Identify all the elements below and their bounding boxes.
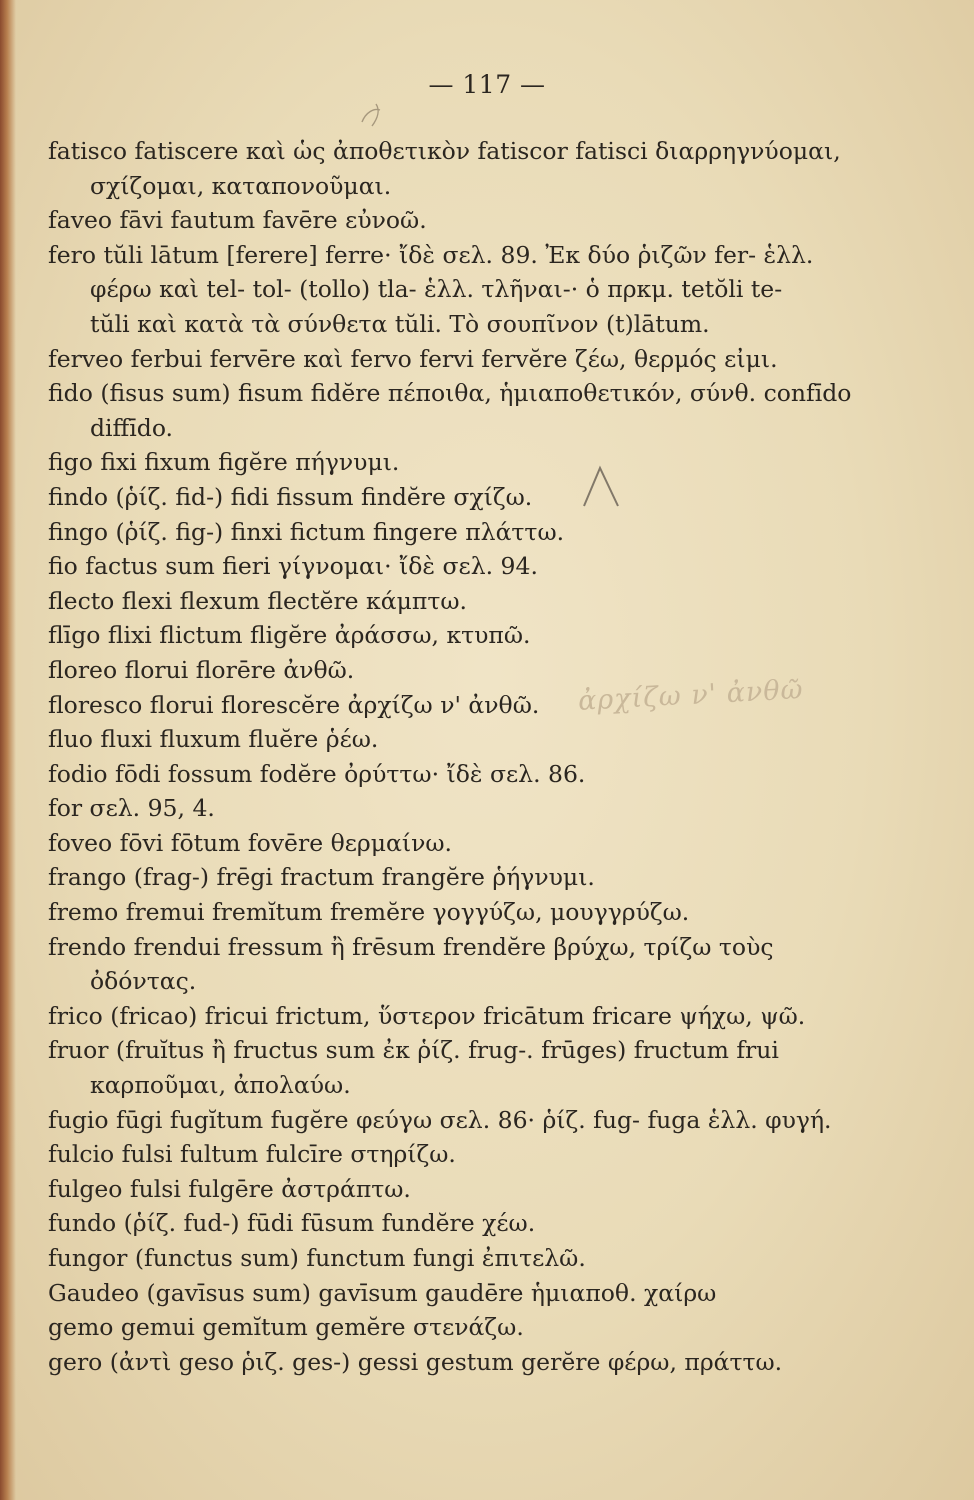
dictionary-entry bbox=[48, 1172, 888, 1207]
entry-line: fingo (ῥίζ. fig-) finxi fictum fingere πλάττω. bbox=[48, 517, 565, 546]
dictionary-entry bbox=[48, 1033, 888, 1102]
entry-continuation-line: φέρω καὶ tel- tol- (tollo) tla- ἑλλ. τλῆναι-· ὁ πρκμ. tetŏli te- bbox=[90, 275, 783, 304]
entry-line: faveo fāvi fautum favēre εὐνοῶ. bbox=[48, 206, 427, 235]
dictionary-entry bbox=[48, 999, 888, 1034]
entry-line: fatisco fatiscere καὶ ὡς ἀποθετικὸν fatiscor fatisci διαρρηγνύομαι, bbox=[48, 137, 841, 165]
entry-continuation-line: ὀδόντας. bbox=[90, 967, 197, 996]
entry-continuation-line: καρποῦμαι, ἀπολαύω. bbox=[90, 1071, 351, 1100]
entry-line: gero (ἀντὶ geso ῥιζ. ges-) gessi gestum gerĕre φέρω, πράττω. bbox=[48, 1347, 783, 1376]
dictionary-entry bbox=[48, 1103, 888, 1138]
dictionary-entry bbox=[48, 203, 888, 238]
dictionary-entry bbox=[48, 515, 888, 550]
dictionary-entry bbox=[48, 1206, 888, 1241]
dictionary-entry bbox=[48, 722, 888, 757]
entry-line: fido (fisus sum) fisum fidĕre πέποιθα, ἡμιαποθετικόν, σύνθ. confīdo bbox=[48, 379, 852, 408]
dictionary-entry bbox=[48, 1241, 888, 1276]
page-number: — 117 — bbox=[428, 70, 546, 99]
entry-line: fodio fōdi fossum fodĕre ὀρύττω· ἴδὲ σελ. 86. bbox=[48, 759, 586, 788]
entry-line: ferveo ferbui fervēre καὶ fervo fervi fervĕre ζέω, θερμός εἰμι. bbox=[48, 344, 778, 373]
entry-line: frendo frendui fressum ἢ frēsum frendĕre βρύχω, τρίζω τοὺς bbox=[48, 932, 774, 961]
entry-line: frango (frag-) frēgi fractum frangĕre ῥήγνυμι. bbox=[48, 863, 595, 892]
entry-continuation-line: diffīdo. bbox=[90, 413, 174, 442]
dictionary-entry bbox=[48, 134, 888, 203]
entry-line: floresco florui florescĕre ἀρχίζω ν' ἀνθῶ. bbox=[48, 690, 540, 719]
dictionary-entry bbox=[48, 826, 888, 861]
entry-line: fugio fūgi fugĭtum fugĕre φεύγω σελ. 86· ῥίζ. fug- fuga ἑλλ. φυγή. bbox=[48, 1105, 832, 1134]
dictionary-entry bbox=[48, 480, 888, 515]
dictionary-entries bbox=[48, 134, 888, 1379]
dictionary-entry bbox=[48, 1310, 888, 1345]
entry-line: fungor (functus sum) functum fungi ἐπιτελῶ. bbox=[48, 1244, 586, 1272]
dictionary-entry bbox=[48, 376, 888, 445]
entry-line: fundo (ῥίζ. fud-) fūdi fūsum fundĕre χέω. bbox=[48, 1209, 536, 1238]
handwritten-annotation: ἀρχίζω ν' ἀνθῶ bbox=[577, 674, 805, 717]
ink-mark bbox=[356, 100, 392, 132]
entry-line: frico (fricao) fricui frictum, ὕστερον fricātum fricare ψήχω, ψῶ. bbox=[48, 1001, 806, 1030]
dictionary-entry bbox=[48, 1137, 888, 1172]
entry-line: foveo fōvi fōtum fovēre θερμαίνω. bbox=[48, 828, 452, 857]
dictionary-entry bbox=[48, 1345, 888, 1380]
page-spine-edge bbox=[0, 0, 16, 1500]
entry-line: flīgo flixi flictum fligĕre ἀράσσω, κτυπῶ. bbox=[48, 621, 531, 650]
entry-line: fruor (fruĭtus ἢ fructus sum ἐκ ῥίζ. frug-. frūges) fructum frui bbox=[48, 1036, 779, 1065]
entry-line: fulcio fulsi fultum fulcīre στηρίζω. bbox=[48, 1140, 456, 1169]
entry-line: Gaudeo (gavīsus sum) gavīsum gaudēre ἡμιαποθ. χαίρω bbox=[48, 1278, 717, 1307]
pencil-mark bbox=[578, 462, 626, 510]
entry-line: fero tŭli lātum [ferere] ferre· ἴδὲ σελ. 89. Ἐκ δύο ῥιζῶν fer- ἑλλ. bbox=[48, 240, 814, 269]
entry-line: fio factus sum fieri γίγνομαι· ἴδὲ σελ. 94. bbox=[48, 552, 538, 581]
dictionary-entry bbox=[48, 584, 888, 619]
entry-continuation-line: σχίζομαι, καταπονοῦμαι. bbox=[90, 171, 392, 200]
dictionary-entry bbox=[48, 895, 888, 930]
entry-line: figo fixi fixum figĕre πήγνυμι. bbox=[48, 448, 400, 477]
entry-line: floreo florui florēre ἀνθῶ. bbox=[48, 655, 355, 684]
entry-line: gemo gemui gemĭtum gemĕre στενάζω. bbox=[48, 1313, 524, 1342]
entry-line: for σελ. 95, 4. bbox=[48, 794, 215, 823]
dictionary-entry bbox=[48, 549, 888, 584]
entry-continuation-line: tŭli καὶ κατὰ τὰ σύνθετα tŭli. Τὸ σουπῖνον (t)lātum. bbox=[90, 309, 710, 338]
dictionary-entry bbox=[48, 930, 888, 999]
dictionary-entry bbox=[48, 791, 888, 826]
dictionary-entry bbox=[48, 342, 888, 377]
dictionary-entry bbox=[48, 757, 888, 792]
dictionary-entry bbox=[48, 618, 888, 653]
entry-line: flecto flexi flexum flectĕre κάμπτω. bbox=[48, 586, 467, 615]
entry-line: fulgeo fulsi fulgēre ἀστράπτω. bbox=[48, 1174, 411, 1203]
entry-line: fremo fremui fremĭtum fremĕre γογγύζω, μουγγρύζω. bbox=[48, 898, 690, 927]
dictionary-entry bbox=[48, 238, 888, 342]
dictionary-entry bbox=[48, 860, 888, 895]
dictionary-entry bbox=[48, 1276, 888, 1311]
entry-line: findo (ῥίζ. fid-) fidi fissum findĕre σχίζω. bbox=[48, 482, 533, 511]
entry-line: fluo fluxi fluxum fluĕre ῥέω. bbox=[48, 725, 379, 754]
dictionary-entry bbox=[48, 445, 888, 480]
